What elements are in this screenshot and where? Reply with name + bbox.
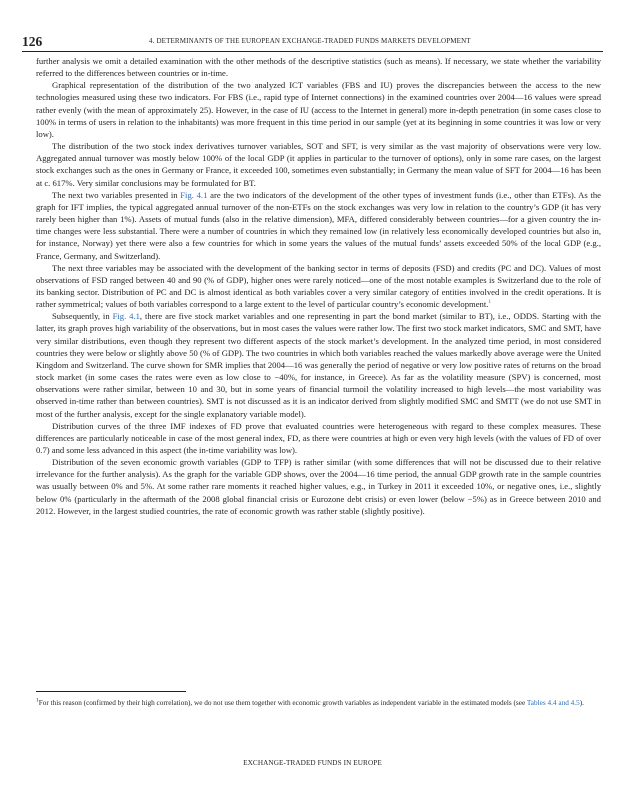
paragraph-imf-indexes: Distribution curves of the three IMF indexes of FD prove that evaluated countries were heterogeneous with regard to these complex measures. These differences are particularly noticeable in case of the most general index, FD, as there were countries at high or even very high levels (with the values of FD of over 0.7) and some less advanced in this aspect (the in-time variability was low).	[36, 420, 601, 455]
body-text	[36, 55, 601, 517]
figure-link[interactable]: Fig. 4.1	[180, 189, 208, 200]
footnote	[36, 698, 601, 709]
table-link[interactable]: Tables 4.4 and 4.5	[526, 699, 580, 707]
page-footer: EXCHANGE-TRADED FUNDS IN EUROPE	[243, 759, 382, 767]
paragraph-banking-sector	[36, 262, 601, 311]
header-rule	[22, 51, 603, 52]
footnote-reference[interactable]: 1	[488, 299, 492, 306]
running-title: 4. DETERMINANTS OF THE EUROPEAN EXCHANGE-TRADED FUNDS MARKETS DEVELOPMENT	[149, 37, 471, 45]
paragraph-stock-market	[36, 310, 601, 419]
paragraph-text: The next three variables may be associated with the development of the banking sector in terms of deposits (FSD) and credits (PC and DC). Values of most observations of FSD ranged between 40 and 90 (% of GDP), higher ones were rarely noticed—one of the most notable examples is Switzerland due to the role of its banking sector. Distribution of PC and DC is almost identical as both variables cover a very similar category of entities involved in the credit operations. It is rather symmetrical; values of both variables correspond to a large extent to the level of particular country’s economic development.	[36, 262, 601, 310]
footnote-marker: 1	[36, 697, 39, 704]
figure-link[interactable]: Fig. 4.1	[112, 311, 140, 322]
paragraph-derivatives-turnover: The distribution of the two stock index derivatives turnover variables, SOT and SFT, is very similar as the vast majority of observations were very low. Aggregated annual turnover was mostly below 100% of the local GDP (it applies in particular to the turnover of options), only in some rare cases, on the largest stock exchanges such as the ones in Germany or France, it exceeded 100, sometimes even substantially; in Germany the mean value of SFT for 2004—16 has been at c. 617%. Very similar conclusions may be formulated for BT.	[36, 141, 601, 188]
paragraph-text: , there are five stock market variables and one representing in part the bond market (similar to BT), i.e., ODDS. Starting with the latter, its graph proves high variability of the observations, but in most cases the values were rather low. The first two stock market indicators, SMC and SMT, have very similar distributions, even though they represent two different aspects of the stock market’s development. In the analyzed time period, in most considered countries they were below or slightly above 50 (% of GDP). The two countries in which both variables reached the values markedly above average were the United Kingdom and Switzerland. The curve shown for SMR implies that 2004—16 was generally the period of negative or very low positive rates of returns on the broad stock market (in some cases the rates were even as low close to −40%, for instance, in Greece). As far as the volatility measure (SPV) is concerned, most observations were rather similar, between 10 and 30, but in some years of financial turmoil the volatility increased to high levels—the most variability was observed in-time rather than between countries). SMT is not discussed as it is an indicator derived from slightly modified SMC and SMTT (we do not use SMT in most of the further analysis, except for the single explanatory variable model).	[36, 311, 601, 419]
paragraph-text: The next two variables presented in	[52, 189, 181, 200]
paragraph-economic-growth: Distribution of the seven economic growth variables (GDP to TFP) is rather similar (with some differences that will not be discussed due to their relative irrelevance for the further analysis). As the graph for the variable GDP shows, over the 2004—16 time period, the annual GDP growth rate in the sample countries was usually between 0% and 5%. At some rather rare moments it reached higher values, e.g., in Turkey in 2011 it exceeded 10%, or negative ones, i.e., slightly below 0% (particularly in the aftermath of the 2008 global financial crisis or Eurozone debt crisis) or even lower (below −5%) as in Greece between 2010 and 2012. However, in the largest studied countries, the rate of economic growth was rather stable (slightly positive).	[36, 457, 601, 516]
footnote-text: For this reason (confirmed by their high correlation), we do not use them together with economic growth variables as independent variable in the estimated models (see	[38, 699, 527, 707]
paragraph-text: are the two indicators of the development of the other types of investment funds (i.e., other than ETFs). As the graph for IFT implies, the typical aggregated annual turnover of the non-ETFs on the stock exchanges was very low in relation to the country’s GDP (it has very rarely been higher than 1%). Assets of mutual funds (also in the relative dimension), MFA, differed considerably between countries—for a given country the in-time changes were less substantial. There were a number of countries in which they remained low (in relatively less economically developed countries but also in, for instance, Norway) yet there were also a few countries for which in some years the values of the mutual funds’ assets exceeded 50% of the local GDP (e.g., France, Germany, and Switzerland).	[36, 189, 602, 261]
footnote-text: ).	[579, 699, 584, 707]
page-header	[22, 34, 603, 50]
page-number: 126	[22, 34, 43, 49]
footnote-rule	[36, 691, 186, 692]
paragraph-investment-funds	[36, 189, 601, 262]
paragraph-text: Subsequently, in	[52, 311, 113, 322]
paragraph-continued: further analysis we omit a detailed examination with the other methods of the descriptive statistics (such as means). If necessary, we state whether the variability referred to the differences between countries or in-time.	[36, 56, 601, 79]
paragraph-ict-variables: Graphical representation of the distribution of the two analyzed ICT variables (FBS and IU) proves the discrepancies between the access to the new technologies measured using these two indicators. For FBS (i.e., rapid type of Internet connections) in the examined countries over 2004—16 values were spread rather evenly (with the mean of approximately 25). However, in the case of IU (access to the Internet in general) more in-depth penetration (in some cases close to 100% in terms of users in relation to the inhabitants) was more frequent in this time period in our sample (yet at its beginning in some countries it was low or very low).	[36, 80, 601, 139]
